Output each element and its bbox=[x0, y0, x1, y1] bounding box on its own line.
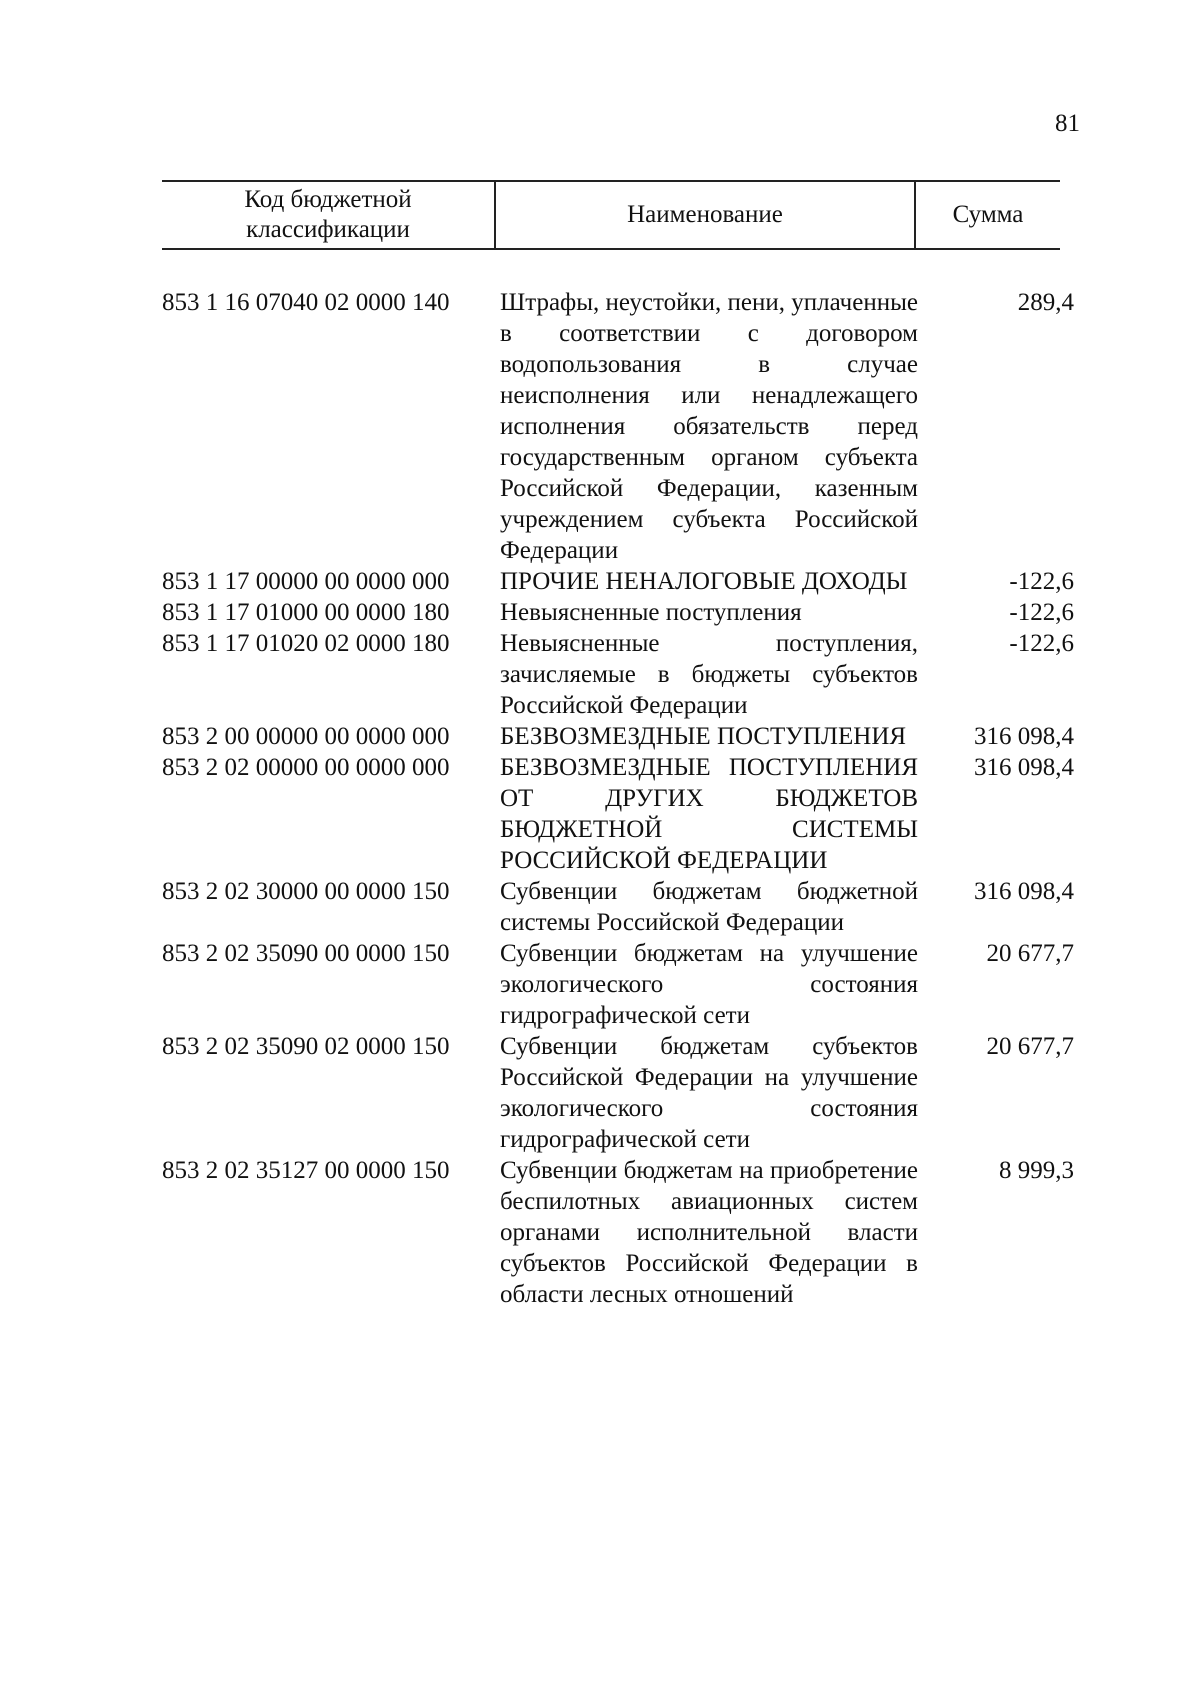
header-sum: Сумма bbox=[952, 201, 1024, 228]
row-sum: 20 677,7 bbox=[986, 940, 1074, 967]
row-name: Субвенции бюджетам на приобретение беспилотных авиационных систем органами исполнительной власти субъектов Российской Федерации в области лесных отношений bbox=[500, 1157, 918, 1308]
table-row bbox=[162, 287, 1074, 566]
row-name: Штрафы, неустойки, пени, уплаченные в соответствии с договором водопользования в случае неисполнения или ненадлежащего исполнения обязательств перед государственным органом субъекта Российской Федерации, казенным учреждением субъекта Российской Федерации bbox=[500, 289, 918, 564]
row-name: ПРОЧИЕ НЕНАЛОГОВЫЕ ДОХОДЫ bbox=[500, 568, 908, 595]
row-name: Невыясненные поступления, зачисляемые в бюджеты субъектов Российской Федерации bbox=[500, 630, 918, 719]
table-row bbox=[162, 628, 1074, 721]
table-row bbox=[162, 1031, 1074, 1155]
row-code: 853 1 17 00000 00 0000 000 bbox=[162, 568, 450, 595]
row-sum: -122,6 bbox=[1009, 599, 1074, 626]
page-number: 81 bbox=[1055, 110, 1080, 137]
row-code: 853 1 17 01000 00 0000 180 bbox=[162, 599, 450, 626]
row-name: БЕЗВОЗМЕЗДНЫЕ ПОСТУПЛЕНИЯ bbox=[500, 723, 907, 750]
row-sum: 289,4 bbox=[1017, 289, 1074, 316]
row-code: 853 2 02 35090 00 0000 150 bbox=[162, 940, 450, 967]
row-sum: 316 098,4 bbox=[974, 878, 1074, 905]
table-body bbox=[162, 287, 1074, 1310]
header-code: Код бюджетной классификации bbox=[162, 182, 496, 248]
table-row bbox=[162, 1155, 1074, 1310]
table-row bbox=[162, 721, 1074, 752]
row-name: БЕЗВОЗМЕЗДНЫЕ ПОСТУПЛЕНИЯ ОТ ДРУГИХ БЮДЖЕТОВ БЮДЖЕТНОЙ СИСТЕМЫ РОССИЙСКОЙ ФЕДЕРАЦИИ bbox=[500, 754, 918, 874]
row-name: Невыясненные поступления bbox=[500, 599, 802, 626]
row-name: Субвенции бюджетам субъектов Российской Федерации на улучшение экологического состояния гидрографической сети bbox=[500, 1033, 918, 1153]
row-sum: 316 098,4 bbox=[974, 723, 1074, 750]
row-sum: -122,6 bbox=[1009, 568, 1074, 595]
row-code: 853 2 02 35127 00 0000 150 bbox=[162, 1157, 450, 1184]
row-name: Субвенции бюджетам бюджетной системы Российской Федерации bbox=[500, 878, 918, 936]
row-code: 853 1 17 01020 02 0000 180 bbox=[162, 630, 450, 657]
table-header bbox=[162, 180, 1060, 250]
row-code: 853 2 00 00000 00 0000 000 bbox=[162, 723, 450, 750]
row-sum: 8 999,3 bbox=[999, 1157, 1074, 1184]
table-row bbox=[162, 752, 1074, 876]
table-row bbox=[162, 597, 1074, 628]
row-sum: 20 677,7 bbox=[986, 1033, 1074, 1060]
row-sum: 316 098,4 bbox=[974, 754, 1074, 781]
row-name: Субвенции бюджетам на улучшение экологического состояния гидрографической сети bbox=[500, 940, 918, 1029]
row-sum: -122,6 bbox=[1009, 630, 1074, 657]
row-code: 853 2 02 00000 00 0000 000 bbox=[162, 754, 450, 781]
table-row bbox=[162, 938, 1074, 1031]
row-code: 853 2 02 35090 02 0000 150 bbox=[162, 1033, 450, 1060]
table-row bbox=[162, 876, 1074, 938]
row-code: 853 1 16 07040 02 0000 140 bbox=[162, 289, 450, 316]
header-name: Наименование bbox=[496, 182, 916, 248]
table-row bbox=[162, 566, 1074, 597]
row-code: 853 2 02 30000 00 0000 150 bbox=[162, 878, 450, 905]
